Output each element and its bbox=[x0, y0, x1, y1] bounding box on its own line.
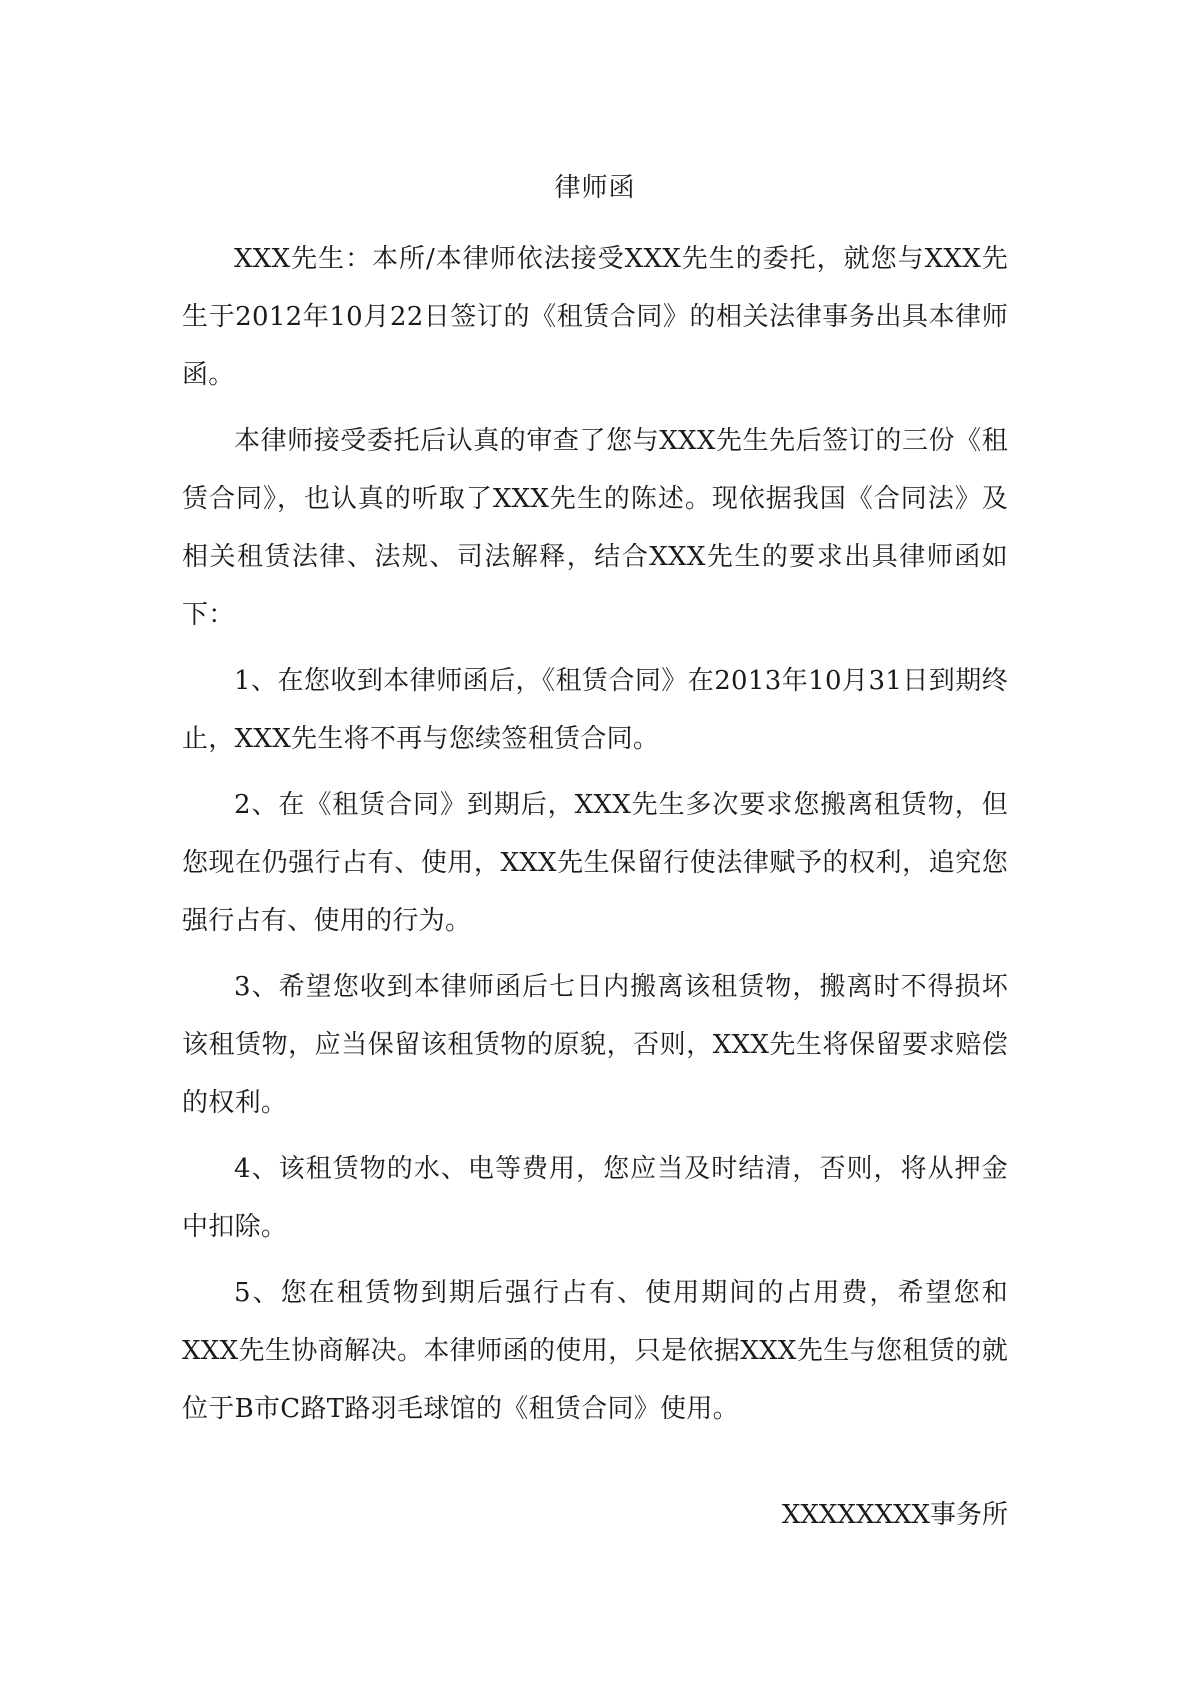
paragraph-opening: XXX先生：本所/本律师依法接受XXX先生的委托，就您与XXX先生于2012年10月22日签订的《租赁合同》的相关法律事务出具本律师函。 bbox=[182, 244, 1008, 390]
paragraph-item-1: 1、在您收到本律师函后，《租赁合同》在2013年10月31日到期终止，XXX先生将不再与您续签租赁合同。 bbox=[182, 666, 1008, 754]
letter-title: 律师函 bbox=[554, 173, 636, 203]
paragraph-item-2: 2、在《租赁合同》到期后，XXX先生多次要求您搬离租赁物，但您现在仍强行占有、使用，XXX先生保留行使法律赋予的权利，追究您强行占有、使用的行为。 bbox=[182, 790, 1008, 936]
paragraph-item-5: 5、您在租赁物到期后强行占有、使用期间的占用费，希望您和XXX先生协商解决。本律师函的使用，只是依据XXX先生与您租赁的就位于B市C路T路羽毛球馆的《租赁合同》使用。 bbox=[182, 1278, 1008, 1424]
letter-body bbox=[182, 230, 1008, 1446]
paragraph-review: 本律师接受委托后认真的审查了您与XXX先生先后签订的三份《租赁合同》，也认真的听取了XXX先生的陈述。现依据我国《合同法》及相关租赁法律、法规、司法解释，结合XXX先生的要求出具律师函如下： bbox=[182, 426, 1008, 630]
signature-firm: XXXXXXXX事务所 bbox=[781, 1500, 1008, 1530]
paragraph-item-3: 3、希望您收到本律师函后七日内搬离该租赁物，搬离时不得损坏该租赁物，应当保留该租赁物的原貌，否则，XXX先生将保留要求赔偿的权利。 bbox=[182, 972, 1008, 1118]
paragraph-item-4: 4、该租赁物的水、电等费用，您应当及时结清，否则，将从押金中扣除。 bbox=[182, 1154, 1008, 1242]
